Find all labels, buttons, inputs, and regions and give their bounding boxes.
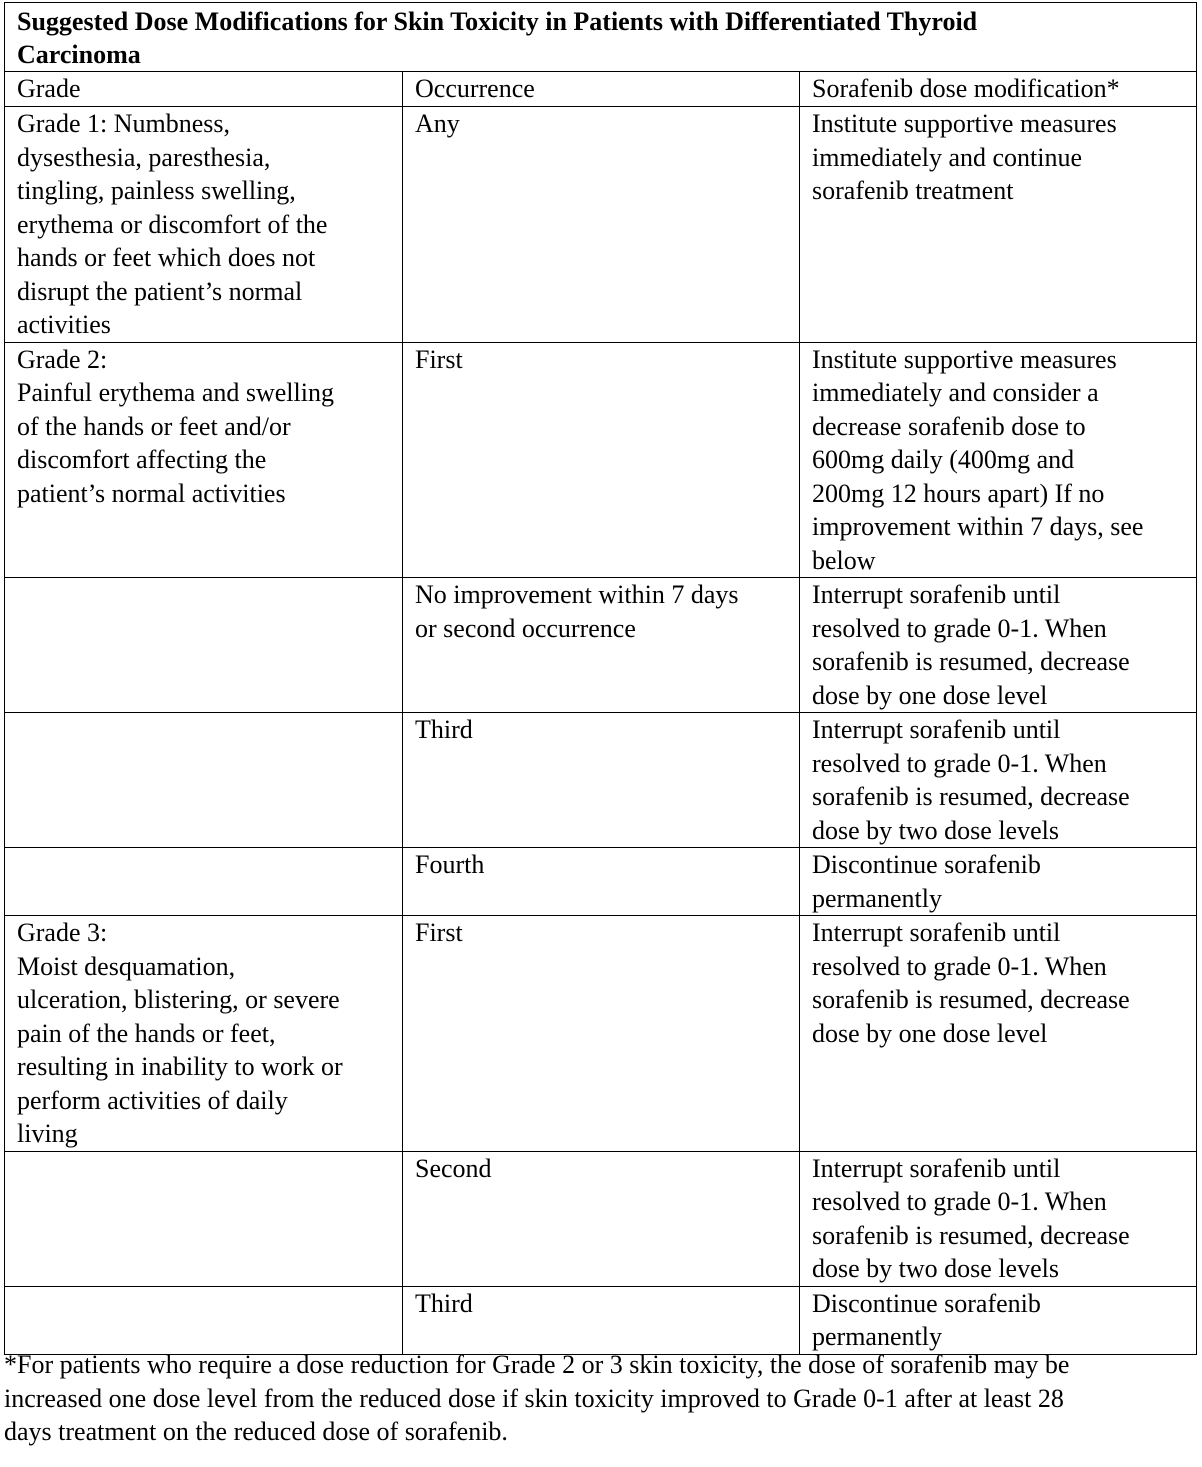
modification-line: permanently [812,1322,942,1351]
occurrence-line: or second occurrence [415,613,636,643]
modification-line: dose by two dose levels [812,1254,1059,1283]
modification-cell [800,107,1197,343]
modification-line: immediately and consider a [812,378,1099,407]
table-row [5,342,1197,578]
grade-line: of the hands or feet and/or [17,411,291,441]
table-row [5,848,1197,916]
modification-line: improvement within 7 days, see [812,512,1144,541]
grade-cell [5,342,403,578]
grade-cell [5,713,403,848]
occurrence-cell [403,1286,800,1354]
modification-cell [800,1286,1197,1354]
grade-line: disrupt the patient’s normal [17,276,303,306]
grade-line: Moist desquamation, [17,951,236,981]
table-title [5,3,1197,72]
modification-line: below [812,545,876,575]
grade-line: discomfort affecting the [17,445,267,474]
modification-line: permanently [812,883,942,913]
footnote-line-3: days treatment on the reduced dose of sorafenib. [4,1417,508,1446]
modification-line: sorafenib is resumed, decrease [812,1220,1130,1250]
modification-line: resolved to grade 0-1. When [812,1187,1107,1216]
table-row [5,107,1197,343]
dose-modification-table [4,2,1197,1355]
modification-line: resolved to grade 0-1. When [812,613,1107,643]
modification-line: Interrupt sorafenib until [812,715,1061,744]
modification-line: Discontinue sorafenib [812,1288,1041,1318]
modification-cell [800,578,1197,713]
modification-line: Interrupt sorafenib until [812,1153,1061,1183]
occurrence-line: Fourth [415,850,485,879]
modification-cell [800,848,1197,916]
grade-cell [5,1151,403,1286]
occurrence-cell [403,713,800,848]
grade-line: Grade 1: Numbness, [17,109,231,138]
modification-line: Interrupt sorafenib until [812,918,1061,947]
modification-line: Discontinue sorafenib [812,850,1041,879]
modification-cell [800,713,1197,848]
grade-line: hands or feet which does not [17,243,316,272]
modification-cell [800,916,1197,1152]
table-title-line-1: Suggested Dose Modifications for Skin Toxicity in Patients with Differentiated Thyroid [17,7,978,36]
grade-cell [5,1286,403,1354]
occurrence-line: Third [415,715,473,744]
footnote-line-1: *For patients who require a dose reduction for Grade 2 or 3 skin toxicity, the dose of sorafenib may be [4,1350,1070,1379]
modification-line: Interrupt sorafenib until [812,580,1061,609]
occurrence-cell [403,1151,800,1286]
modification-line: dose by one dose level [812,1018,1048,1048]
occurrence-cell [403,578,800,713]
table-row [5,578,1197,713]
grade-line: dysesthesia, paresthesia, [17,142,271,172]
occurrence-line: First [415,918,463,947]
occurrence-line: First [415,344,463,374]
grade-line: resulting in inability to work or [17,1052,343,1081]
modification-line: Institute supportive measures [812,109,1117,138]
grade-line: erythema or discomfort of the [17,209,328,239]
dose-modification-table-wrapper [4,2,1196,1355]
modification-line: 200mg 12 hours apart) If no [812,478,1105,508]
grade-cell [5,848,403,916]
grade-line: Grade 3: [17,918,108,947]
grade-cell [5,107,403,343]
occurrence-line: Any [415,109,460,138]
occurrence-cell [403,848,800,916]
modification-line: immediately and continue [812,142,1083,172]
modification-line: sorafenib is resumed, decrease [812,985,1130,1014]
grade-line: perform activities of daily [17,1085,288,1115]
modification-line: resolved to grade 0-1. When [812,951,1107,981]
modification-line: decrease sorafenib dose to [812,411,1086,441]
table-title-line-2: Carcinoma [17,40,141,69]
footnote-line-2: increased one dose level from the reduced dose if skin toxicity improved to Grade 0-1 after at least 28 [4,1383,1064,1413]
table-row [5,1151,1197,1286]
table-row [5,916,1197,1152]
occurrence-line: Second [415,1153,492,1183]
header-occurrence: Occurrence [403,72,800,107]
header-grade: Grade [5,72,403,107]
grade-line: patient’s normal activities [17,478,286,508]
occurrence-line: Third [415,1288,473,1318]
grade-line: Grade 2: [17,344,108,374]
table-header-row [5,72,1197,107]
grade-line: living [17,1119,78,1148]
header-dose-modification: Sorafenib dose modification* [800,72,1197,107]
grade-cell [5,916,403,1152]
grade-line: ulceration, blistering, or severe [17,985,340,1014]
table-row [5,1286,1197,1354]
occurrence-cell [403,916,800,1152]
grade-line: tingling, painless swelling, [17,176,296,205]
grade-cell [5,578,403,713]
modification-line: 600mg daily (400mg and [812,445,1075,474]
modification-line: Institute supportive measures [812,344,1117,374]
table-row [5,713,1197,848]
table-title-row [5,3,1197,72]
grade-line: pain of the hands or feet, [17,1018,276,1048]
occurrence-cell [403,342,800,578]
modification-cell [800,342,1197,578]
footnote [4,1348,1196,1449]
grade-line: Painful erythema and swelling [17,378,334,407]
modification-line: sorafenib treatment [812,176,1014,205]
modification-line: sorafenib is resumed, decrease [812,782,1130,811]
modification-line: dose by two dose levels [812,815,1059,845]
modification-cell [800,1151,1197,1286]
modification-line: resolved to grade 0-1. When [812,748,1107,778]
modification-line: sorafenib is resumed, decrease [812,647,1130,676]
modification-line: dose by one dose level [812,680,1048,710]
grade-line: activities [17,310,111,339]
occurrence-line: No improvement within 7 days [415,580,739,609]
occurrence-cell [403,107,800,343]
